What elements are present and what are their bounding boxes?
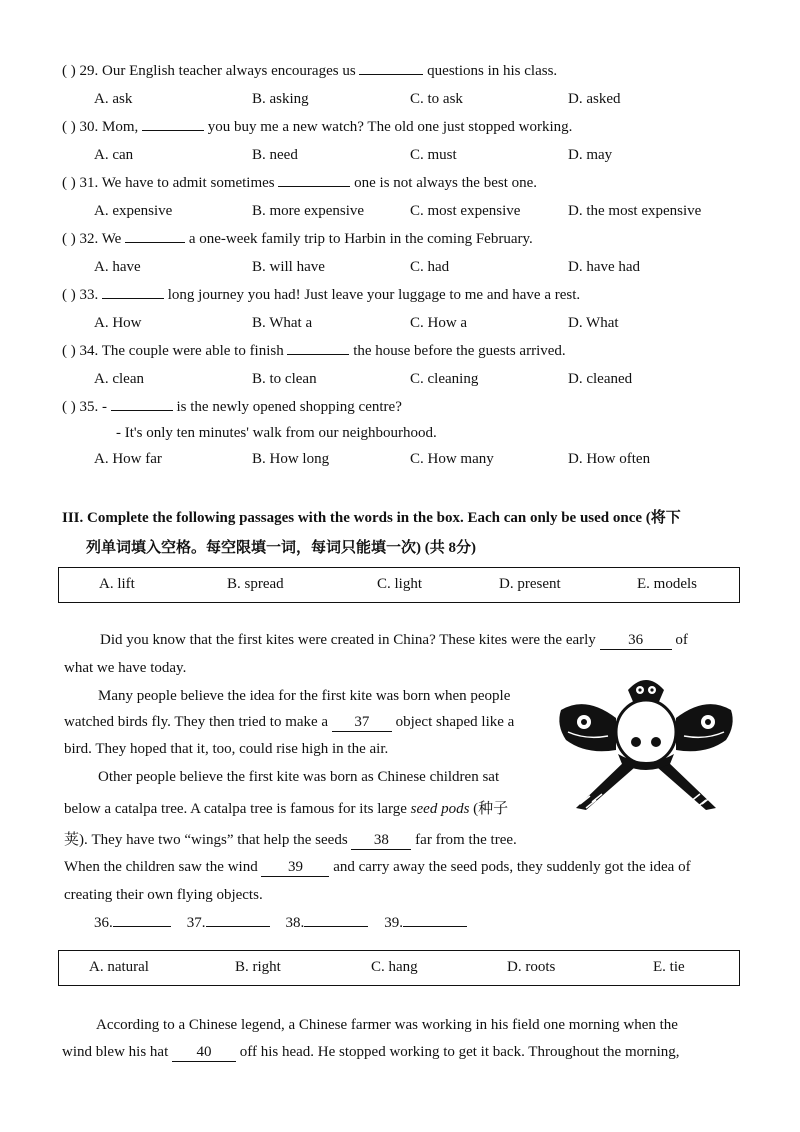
passage-text: off his head. He stopped working to get it back. Throughout the morning, bbox=[239, 1044, 680, 1060]
option-c: C. had bbox=[410, 259, 450, 275]
blank-number: 37 bbox=[332, 714, 392, 732]
option-d: D. asked bbox=[568, 91, 621, 107]
question-stem: a one-week family trip to Harbin in the coming February. bbox=[188, 231, 533, 247]
word-option: B. right bbox=[235, 959, 281, 975]
question-stem: ( ) 31. We have to admit sometimes bbox=[62, 175, 275, 191]
question-stem: long journey you had! Just leave your luggage to me and have a rest. bbox=[167, 287, 581, 303]
answer-blank bbox=[102, 286, 164, 299]
option-a: A. ask bbox=[94, 91, 133, 107]
word-option: E. models bbox=[637, 576, 697, 592]
option-c: C. cleaning bbox=[410, 371, 479, 387]
passage-text: Many people believe the idea for the first kite was born when people bbox=[98, 688, 511, 704]
passage-text: According to a Chinese legend, a Chinese farmer was working in his field one morning when the bbox=[96, 1017, 678, 1033]
word-option: C. light bbox=[377, 576, 423, 592]
answer-line bbox=[94, 914, 467, 932]
option-c: C. must bbox=[410, 147, 457, 163]
swallow-kite-illustration bbox=[556, 670, 736, 820]
answer-blank bbox=[142, 118, 204, 131]
blank-number: 36 bbox=[600, 632, 672, 650]
word-box-1 bbox=[58, 567, 740, 603]
option-c: C. to ask bbox=[410, 91, 463, 107]
option-a: A. How bbox=[94, 315, 142, 331]
passage-text: (种子 bbox=[473, 801, 509, 817]
answer-blank bbox=[403, 914, 467, 927]
answer-blank bbox=[287, 342, 349, 355]
italic-term: seed pods bbox=[410, 801, 470, 817]
option-b: B. will have bbox=[252, 259, 325, 275]
answer-blank bbox=[278, 174, 350, 187]
question-stem: is the newly opened shopping centre? bbox=[176, 399, 402, 415]
answer-blank bbox=[111, 398, 173, 411]
passage-text: and carry away the seed pods, they suddenly got the idea of bbox=[333, 859, 691, 875]
word-option: B. spread bbox=[227, 576, 284, 592]
answer-blank bbox=[113, 914, 171, 927]
answer-label: 36. bbox=[94, 915, 113, 931]
word-option: E. tie bbox=[653, 959, 685, 975]
answer-blank bbox=[206, 914, 270, 927]
word-option: A. lift bbox=[99, 576, 135, 592]
passage-text: of bbox=[675, 632, 688, 648]
word-option: A. natural bbox=[89, 959, 149, 975]
option-a: A. clean bbox=[94, 371, 144, 387]
answer-blank bbox=[125, 230, 185, 243]
word-box-2 bbox=[58, 950, 740, 986]
question-stem: ( ) 33. bbox=[62, 287, 99, 303]
passage-text: far from the tree. bbox=[415, 832, 517, 848]
question-stem: the house before the guests arrived. bbox=[353, 343, 566, 359]
passage-text: When the children saw the wind bbox=[64, 859, 258, 875]
question-stem: ( ) 32. We bbox=[62, 231, 122, 247]
option-a: A. How far bbox=[94, 451, 162, 467]
option-d: D. cleaned bbox=[568, 371, 633, 387]
question-stem: questions in his class. bbox=[427, 63, 558, 79]
option-d: D. How often bbox=[568, 451, 651, 467]
passage-text: Other people believe the first kite was born as Chinese children sat bbox=[98, 769, 500, 785]
question-stem: you buy me a new watch? The old one just stopped working. bbox=[207, 119, 573, 135]
question-stem: ( ) 34. The couple were able to finish bbox=[62, 343, 284, 359]
question-stem: ( ) 30. Mom, bbox=[62, 119, 139, 135]
passage-text: watched birds fly. They then tried to make a bbox=[64, 714, 329, 730]
question-stem: one is not always the best one. bbox=[354, 175, 538, 191]
passage-text: object shaped like a bbox=[395, 714, 515, 730]
answer-blank bbox=[359, 62, 423, 75]
answer-label: 37. bbox=[186, 915, 206, 931]
option-c: C. most expensive bbox=[410, 203, 521, 219]
option-d: D. What bbox=[568, 315, 619, 331]
question-stem: ( ) 35. - bbox=[62, 399, 107, 415]
option-b: B. need bbox=[252, 147, 298, 163]
option-a: A. expensive bbox=[94, 203, 173, 219]
dialogue-reply: - It's only ten minutes' walk from our neighbourhood. bbox=[116, 425, 437, 441]
section-heading: III. Complete the following passages with the words in the box. Each can only be used once (将下 bbox=[62, 510, 681, 526]
word-option: C. hang bbox=[371, 959, 418, 975]
answer-label: 39. bbox=[384, 915, 403, 931]
option-b: B. What a bbox=[252, 315, 313, 331]
option-c: C. How a bbox=[410, 315, 468, 331]
passage-text: creating their own flying objects. bbox=[64, 887, 263, 903]
option-d: D. may bbox=[568, 147, 613, 163]
passage-text: Did you know that the first kites were created in China? These kites were the early bbox=[100, 632, 596, 648]
option-a: A. can bbox=[94, 147, 134, 163]
blank-number: 39 bbox=[261, 859, 329, 877]
answer-blank bbox=[304, 914, 368, 927]
option-b: B. asking bbox=[252, 91, 309, 107]
option-d: D. have had bbox=[568, 259, 641, 275]
passage-text: what we have today. bbox=[64, 660, 187, 676]
option-b: B. more expensive bbox=[252, 203, 365, 219]
option-b: B. to clean bbox=[252, 371, 317, 387]
answer-label: 38. bbox=[285, 915, 305, 931]
word-option: D. roots bbox=[507, 959, 556, 975]
blank-number: 40 bbox=[172, 1044, 236, 1062]
option-a: A. have bbox=[94, 259, 141, 275]
passage-text: 荚). They have two “wings” that help the seeds bbox=[64, 832, 348, 848]
blank-number: 38 bbox=[351, 832, 411, 850]
option-b: B. How long bbox=[252, 451, 330, 467]
option-d: D. the most expensive bbox=[568, 203, 702, 219]
question-stem: ( ) 29. Our English teacher always encourages us bbox=[62, 63, 356, 79]
passage-text: wind blew his hat bbox=[62, 1044, 169, 1060]
option-c: C. How many bbox=[410, 451, 494, 467]
section-heading-cont: 列单词填入空格。每空限填一词，每词只能填一次) (共 8分) bbox=[86, 540, 476, 556]
word-option: D. present bbox=[499, 576, 561, 592]
passage-text: below a catalpa tree. A catalpa tree is famous for its large bbox=[64, 801, 407, 817]
passage-text: bird. They hoped that it, too, could rise high in the air. bbox=[64, 741, 389, 757]
